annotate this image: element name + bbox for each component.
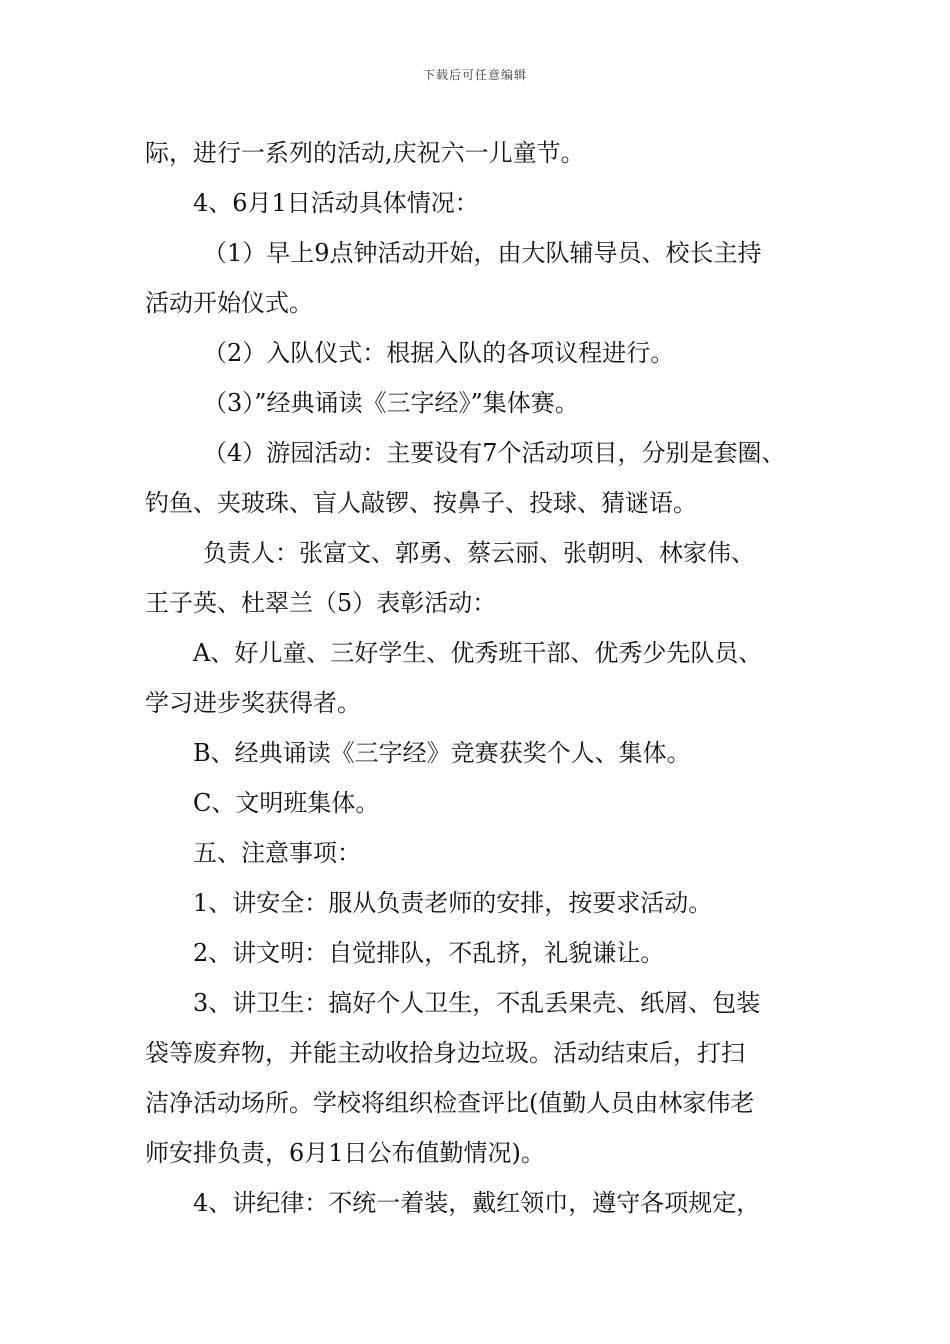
paragraph-line: 钓鱼、夹玻珠、盲人敲锣、按鼻子、投球、猜谜语。 bbox=[145, 489, 697, 517]
paragraph-line: 袋等废弃物，并能主动收拾身边垃圾。活动结束后，打扫 bbox=[145, 1039, 745, 1067]
paragraph-line: 王子英、杜翠兰（5）表彰活动： bbox=[145, 589, 497, 617]
paragraph-line: （2）入队仪式：根据入队的各项议程进行。 bbox=[203, 339, 675, 367]
paragraph-line: 五、注意事项： bbox=[193, 839, 361, 867]
paragraph-line: A、好儿童、三好学生、优秀班干部、优秀少先队员、 bbox=[193, 639, 763, 667]
document-body bbox=[145, 128, 825, 1228]
paragraph-line: 学习进步奖获得者。 bbox=[145, 689, 361, 717]
paragraph-line: 2、讲文明：自觉排队，不乱挤，礼貌谦让。 bbox=[193, 939, 665, 967]
paragraph-line: 4、6月1日活动具体情况： bbox=[193, 189, 479, 217]
paragraph-line: 活动开始仪式。 bbox=[145, 289, 313, 317]
paragraph-line: 1、讲安全：服从负责老师的安排，按要求活动。 bbox=[193, 889, 713, 917]
paragraph-line: 洁净活动场所。学校将组织检查评比(值勤人员由林家伟老 bbox=[145, 1089, 755, 1117]
paragraph-line: C、文明班集体。 bbox=[193, 789, 380, 817]
paragraph-line: 负责人：张富文、郭勇、蔡云丽、张朝明、林家伟、 bbox=[203, 539, 755, 567]
page-header: 下载后可任意编辑 bbox=[422, 68, 527, 82]
paragraph-line: 际，进行一系列的活动,庆祝六一儿童节。 bbox=[145, 139, 585, 167]
paragraph-line: B、经典诵读《三字经》竞赛获奖个人、集体。 bbox=[193, 739, 691, 767]
paragraph-line: （1）早上9点钟活动开始，由大队辅导员、校长主持 bbox=[203, 239, 762, 267]
paragraph-line: 师安排负责，6月1日公布值勤情况)。 bbox=[145, 1139, 545, 1167]
paragraph-line: 3、讲卫生：搞好个人卫生，不乱丢果壳、纸屑、包装 bbox=[193, 989, 761, 1017]
paragraph-line: （3）”经典诵读《三字经》”集体赛。 bbox=[203, 389, 579, 417]
paragraph-line: （4）游园活动：主要设有7个活动项目，分别是套圈、 bbox=[203, 439, 786, 467]
paragraph-line: 4、讲纪律：不统一着装，戴红领巾，遵守各项规定， bbox=[193, 1189, 761, 1217]
